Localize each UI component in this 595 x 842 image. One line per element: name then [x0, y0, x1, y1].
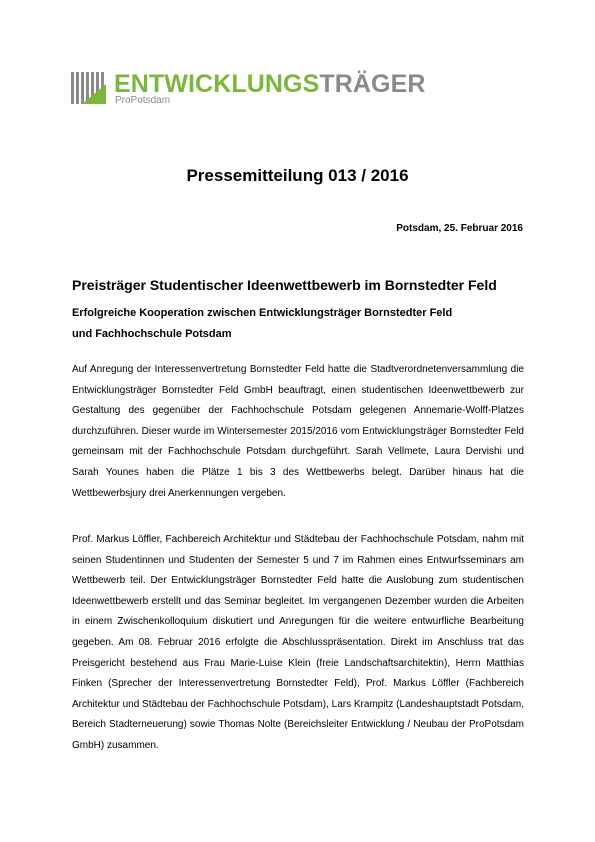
logo-wordmark-part1: ENTWICKLUNGS: [114, 70, 320, 98]
press-release-title: Pressemitteilung 013 / 2016: [186, 166, 409, 185]
subheadline: [72, 303, 452, 344]
logo-wordmark: [114, 70, 426, 98]
body-paragraph-2: Prof. Markus Löffler, Fachbereich Architektur und Städtebau der Fachhochschule Potsdam, nahm mit seinen Studentinnen und Studenten der Semester 5 und 7 im Rahmen eines Entwurfsseminars am Wettbewerb teil. Der Entwicklungsträger Bornstedter Feld hatte die Auslobung zum studentischen Ideenwettbewerb erstellt und das Seminar begleitet. Im vergangenen Dezember wurden die Arbeiten in einem Zwischenkolloquium diskutiert und Anregungen für die weitere entwurfliche Bearbeitung gegeben. Am 08. Februar 2016 erfolgte die Abschlusspräsentation. Direkt im Anschluss trat das Preisgericht bestehend aus Frau Marie-Luise Klein (freie Landschaftsarchitektin), Herrn Matthias Finken (Sprecher der Interessenvertretung Bornstedter Feld), Prof. Markus Löffler (Fachbereich Architektur und Städtebau der Fachhochschule Potsdam), Lars Krampitz (Landeshauptstadt Potsdam, Bereich Stadterneuerung) sowie Thomas Nolte (Bereichsleiter Entwicklung / Neubau der ProPotsdam GmbH) zusammen.: [72, 534, 524, 751]
headline: Preisträger Studentischer Ideenwettbewerb im Bornstedter Feld: [72, 277, 497, 293]
subheadline-line-1: Erfolgreiche Kooperation zwischen Entwicklungsträger Bornstedter Feld: [72, 307, 453, 319]
logo-subtitle: ProPotsdam: [115, 95, 171, 106]
press-release-date: Potsdam, 25. Februar 2016: [396, 223, 523, 234]
body-paragraph-1: Auf Anregung der Interessenvertretung Bornstedter Feld hatte die Stadtverordnetenversammlung die Entwicklungsträger Bornstedter Feld GmbH beauftragt, einen studentischen Ideenwettbewerb zur Gestaltung des gegenüber der Fachhochschule Potsdam gelegenen Annemarie-Wolff-Platzes durchzuführen. Dieser wurde im Wintersemester 2015/2016 vom Entwicklungsträger Bornstedter Feld gemeinsam mit der Fachhochschule Potsdam durchgeführt. Sarah Vellmete, Laura Dervishi und Sarah Younes haben die Plätze 1 bis 3 des Wettbewerbs belegt. Darüber hinaus hat die Wettbewerbsjury drei Anerkennungen vergeben.: [72, 364, 524, 499]
subheadline-line-2: und Fachhochschule Potsdam: [72, 327, 232, 340]
logo-wordmark-part2: TRÄGER: [319, 70, 426, 98]
barcode-logo-icon: [70, 70, 108, 108]
company-logo: [70, 70, 426, 108]
